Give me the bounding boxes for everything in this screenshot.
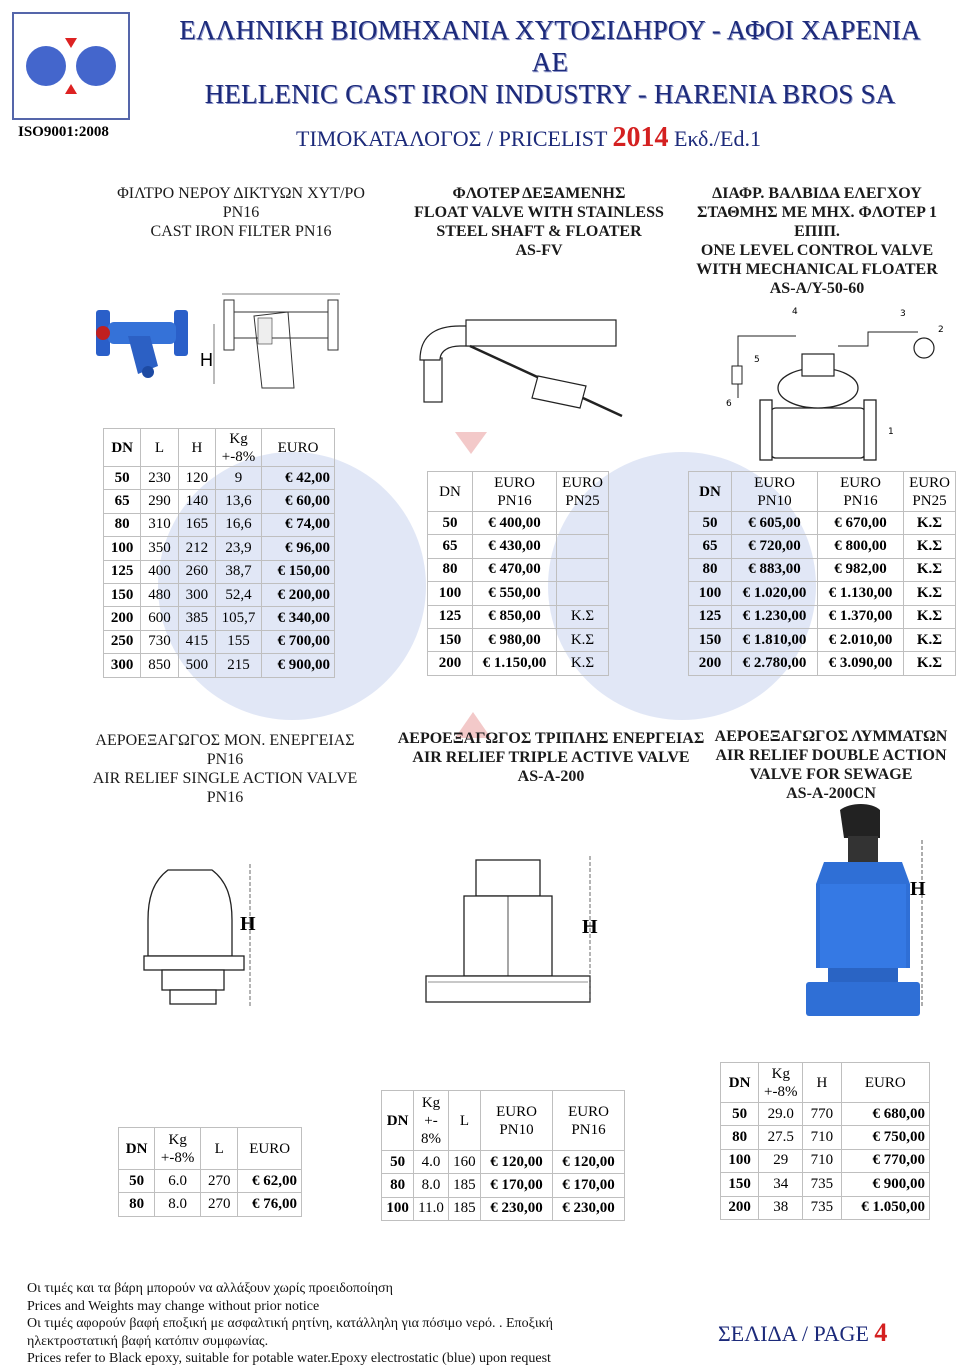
table-cell: € 1.130,00 (818, 582, 904, 605)
table-cell: 300 (104, 654, 141, 677)
table-cell: 200 (689, 652, 732, 675)
col-header-euro-pn16: EURO PN16 (473, 472, 557, 512)
table-cell: € 150,00 (262, 560, 335, 583)
table-cell (557, 512, 609, 535)
air-relief-single-title-line: ΑΕΡΟΕΞΑΓΩΓΟΣ ΜΟΝ. ΕΝΕΡΓΕΙΑΣ (95, 732, 355, 749)
table-cell: € 850,00 (473, 605, 557, 628)
table-row (689, 652, 956, 675)
table-row (104, 537, 335, 560)
air-relief-triple-section-title (386, 729, 716, 786)
table-cell: 120 (178, 467, 215, 490)
watermark-top-triangle (455, 432, 487, 454)
table-cell: € 170,00 (481, 1174, 553, 1197)
logo-circles-icon (14, 14, 128, 118)
table-cell: € 60,00 (262, 490, 335, 513)
table-cell: € 1.230,00 (732, 605, 818, 628)
col-header-dn: DN (382, 1091, 414, 1151)
table-cell: 250 (104, 630, 141, 653)
table-cell: 50 (104, 467, 141, 490)
table-cell: 165 (178, 513, 215, 536)
company-title-greek-line1: ΕΛΛΗΝΙΚΗ ΒΙΟΜΗΧΑΝΙΑ ΧΥΤΟΣΙΔΗΡΟΥ - ΑΦΟΙ ΧΑΡΕΝΙΑ (179, 15, 921, 45)
level-control-title-line: ΕΠΙΠ. (794, 223, 840, 240)
table-cell: 500 (178, 654, 215, 677)
svg-text:4: 4 (792, 307, 798, 317)
table-cell: € 3.090,00 (818, 652, 904, 675)
col-header-euro-pn10: EURO PN10 (732, 472, 818, 512)
table-row (104, 654, 335, 677)
col-header-l: L (448, 1091, 480, 1151)
col-header-h: H (178, 429, 215, 467)
table-row (721, 1173, 930, 1196)
table-cell: 38,7 (216, 560, 262, 583)
table-cell: 290 (141, 490, 178, 513)
svg-text:2: 2 (938, 325, 944, 335)
table-cell: 200 (721, 1196, 759, 1219)
footer-note-line: Prices and Weights may change without prior notice (27, 1298, 320, 1314)
table-cell: € 2.010,00 (818, 628, 904, 651)
table-cell: € 96,00 (262, 537, 335, 560)
table-row (721, 1149, 930, 1172)
pricelist-edition: Εκδ./Ed.1 (674, 126, 761, 151)
table-cell: 155 (216, 630, 262, 653)
table-cell: 52,4 (216, 583, 262, 606)
table-cell: 4.0 (414, 1151, 449, 1174)
table-row (104, 467, 335, 490)
air-relief-sewage-title-line: VALVE FOR SEWAGE (749, 766, 913, 783)
table-cell: 27.5 (759, 1126, 803, 1149)
table-row (689, 512, 956, 535)
table-cell: € 2.780,00 (732, 652, 818, 675)
air-relief-triple-title-line: AS-A-200 (517, 768, 585, 785)
air-relief-single-title-line: PN16 (206, 751, 244, 768)
table-cell: 80 (119, 1193, 155, 1216)
table-cell: 50 (689, 512, 732, 535)
col-header-dn: DN (104, 429, 141, 467)
table-cell: 100 (721, 1149, 759, 1172)
level-control-valve-schematic (718, 302, 950, 462)
svg-text:6: 6 (726, 399, 732, 409)
table-cell: 65 (428, 535, 473, 558)
col-header-euro-pn16: EURO PN16 (553, 1091, 625, 1151)
table-row (428, 535, 609, 558)
page-number (718, 1318, 887, 1348)
footer-notes (27, 1280, 553, 1368)
air-relief-single-section-title (70, 731, 380, 807)
level-control-title-line: WITH MECHANICAL FLOATER (696, 261, 938, 278)
table-cell: € 62,00 (238, 1170, 302, 1193)
table-row (689, 582, 956, 605)
table-cell: 80 (689, 558, 732, 581)
air-relief-single-h-label: H (240, 913, 256, 935)
table-cell: € 1.810,00 (732, 628, 818, 651)
table-cell: € 980,00 (473, 628, 557, 651)
table-cell: 80 (721, 1126, 759, 1149)
table-cell: 80 (382, 1174, 414, 1197)
table-cell: € 400,00 (473, 512, 557, 535)
table-cell (557, 558, 609, 581)
float-valve-title-line: ΦΛΟΤΕΡ ΔΕΞΑΜΕΝΗΣ (452, 185, 626, 202)
level-control-section-title (676, 184, 958, 298)
table-cell: € 430,00 (473, 535, 557, 558)
air-relief-single-price-table (118, 1127, 302, 1217)
table-row (104, 630, 335, 653)
table-cell: € 1.020,00 (732, 582, 818, 605)
table-row (689, 535, 956, 558)
air-relief-triple-drawing (422, 852, 602, 1012)
float-valve-price-table (427, 471, 609, 676)
table-cell: 310 (141, 513, 178, 536)
filter-price-table (103, 428, 335, 678)
table-row (689, 628, 956, 651)
table-cell: 230 (141, 467, 178, 490)
col-header-euro-pn25: EURO PN25 (904, 472, 956, 512)
col-header-dn: DN (428, 472, 473, 512)
float-valve-drawing (410, 312, 630, 422)
table-cell: € 120,00 (481, 1151, 553, 1174)
table-row (721, 1103, 930, 1126)
float-valve-section-title (396, 184, 682, 260)
table-cell: 34 (759, 1173, 803, 1196)
table-row (428, 652, 609, 675)
table-cell: 710 (803, 1149, 841, 1172)
air-relief-sewage-section-title (704, 727, 958, 803)
table-row (428, 628, 609, 651)
table-cell: 415 (178, 630, 215, 653)
table-cell: 150 (689, 628, 732, 651)
table-cell (557, 582, 609, 605)
table-cell: 350 (141, 537, 178, 560)
company-title-greek (140, 14, 960, 110)
page-label: ΣΕΛΙΔΑ / PAGE (718, 1321, 869, 1346)
table-cell: 770 (803, 1103, 841, 1126)
table-cell: € 750,00 (841, 1126, 929, 1149)
col-header-kg: Kg +- 8% (414, 1091, 449, 1151)
level-control-title-line: AS-A/Y-50-60 (769, 280, 865, 297)
table-cell: € 230,00 (481, 1197, 553, 1220)
table-cell: € 230,00 (553, 1197, 625, 1220)
table-cell: 80 (428, 558, 473, 581)
table-cell: 260 (178, 560, 215, 583)
table-cell: 100 (104, 537, 141, 560)
table-cell: € 470,00 (473, 558, 557, 581)
table-cell: 215 (216, 654, 262, 677)
table-cell: 50 (721, 1103, 759, 1126)
table-cell: 11.0 (414, 1197, 449, 1220)
pricelist-year: 2014 (612, 122, 669, 153)
air-relief-sewage-title-line: ΑΕΡΟΕΞΑΓΩΓΟΣ ΛΥΜΜΑΤΩΝ (714, 728, 948, 745)
col-header-dn: DN (689, 472, 732, 512)
pricelist-label: ΤΙΜΟΚΑΤΑΛΟΓΟΣ / PRICELIST (296, 126, 607, 151)
col-header-euro-pn25: EURO PN25 (557, 472, 609, 512)
table-row (104, 583, 335, 606)
table-row (721, 1196, 930, 1219)
filter-title-line: ΦΙΛΤΡΟ ΝΕΡΟΥ ΔΙΚΤΥΩΝ ΧΥΤ/ΡΟ (117, 185, 365, 202)
table-cell: € 42,00 (262, 467, 335, 490)
table-row (428, 558, 609, 581)
table-cell: € 670,00 (818, 512, 904, 535)
table-header-row (689, 472, 956, 512)
table-cell: 125 (428, 605, 473, 628)
table-row (382, 1197, 625, 1220)
table-cell: 140 (178, 490, 215, 513)
svg-text:3: 3 (900, 309, 906, 319)
air-relief-sewage-product-image (800, 800, 930, 1024)
table-cell: K.Σ (904, 535, 956, 558)
table-cell: 23,9 (216, 537, 262, 560)
table-cell: € 883,00 (732, 558, 818, 581)
table-cell: € 200,00 (262, 583, 335, 606)
table-cell: 150 (104, 583, 141, 606)
table-header-row (119, 1128, 302, 1170)
table-cell: 8.0 (155, 1193, 201, 1216)
table-cell: 50 (119, 1170, 155, 1193)
col-header-l: L (201, 1128, 238, 1170)
float-valve-title-line: FLOAT VALVE WITH STAINLESS (414, 204, 664, 221)
table-cell: € 74,00 (262, 513, 335, 536)
table-cell: 6.0 (155, 1170, 201, 1193)
air-relief-single-title-line: AIR RELIEF SINGLE ACTION VALVE (92, 770, 358, 787)
table-cell: 125 (689, 605, 732, 628)
table-cell: 50 (382, 1151, 414, 1174)
table-cell: 735 (803, 1196, 841, 1219)
filter-product-image (92, 296, 192, 382)
table-cell: € 1.050,00 (841, 1196, 929, 1219)
pricelist-heading (296, 122, 761, 154)
table-cell: 100 (428, 582, 473, 605)
col-header-dn: DN (721, 1063, 759, 1103)
table-header-row (382, 1091, 625, 1151)
iso-certification: ISO9001:2008 (18, 124, 109, 140)
table-cell: 600 (141, 607, 178, 630)
table-cell: 100 (689, 582, 732, 605)
table-cell: € 900,00 (262, 654, 335, 677)
col-header-euro: EURO (841, 1063, 929, 1103)
air-relief-sewage-title-line: AS-A-200CN (786, 785, 876, 802)
table-cell: 710 (803, 1126, 841, 1149)
table-row (382, 1151, 625, 1174)
col-header-euro: EURO (262, 429, 335, 467)
table-cell: 100 (382, 1197, 414, 1220)
table-cell: € 982,00 (818, 558, 904, 581)
table-cell: € 1.370,00 (818, 605, 904, 628)
table-cell: 65 (104, 490, 141, 513)
table-cell: 200 (428, 652, 473, 675)
table-cell: K.Σ (904, 558, 956, 581)
table-header-row (104, 429, 335, 467)
table-cell: K.Σ (904, 605, 956, 628)
table-cell: 50 (428, 512, 473, 535)
table-cell (557, 535, 609, 558)
table-cell: € 1.150,00 (473, 652, 557, 675)
col-header-kg: Kg +-8% (216, 429, 262, 467)
table-row (104, 560, 335, 583)
air-relief-triple-title-line: ΑΕΡΟΕΞΑΓΩΓΟΣ ΤΡΙΠΛΗΣ ΕΝΕΡΓΕΙΑΣ (397, 730, 705, 747)
table-cell: 8.0 (414, 1174, 449, 1197)
table-cell: K.Σ (904, 628, 956, 651)
page-number-value: 4 (874, 1318, 888, 1347)
table-row (119, 1170, 302, 1193)
table-cell: 185 (448, 1197, 480, 1220)
table-cell: K.Σ (904, 652, 956, 675)
table-cell: 212 (178, 537, 215, 560)
level-control-title-line: ONE LEVEL CONTROL VALVE (700, 242, 934, 259)
table-cell: 13,6 (216, 490, 262, 513)
level-control-price-table (688, 471, 956, 676)
table-cell: 730 (141, 630, 178, 653)
float-valve-title-line: AS-FV (515, 242, 563, 259)
table-row (428, 512, 609, 535)
air-relief-triple-title-line: AIR RELIEF TRIPLE ACTIVE VALVE (412, 749, 690, 766)
footer-note-line: Οι τιμές και τα βάρη μπορούν να αλλάξουν χωρίς προειδοποίηση (27, 1281, 393, 1296)
table-cell: € 340,00 (262, 607, 335, 630)
air-relief-sewage-title-line: AIR RELIEF DOUBLE ACTION (715, 747, 947, 764)
filter-title-line: PN16 (222, 204, 260, 221)
table-cell: 200 (104, 607, 141, 630)
table-row (721, 1126, 930, 1149)
table-cell: € 120,00 (553, 1151, 625, 1174)
table-cell: € 605,00 (732, 512, 818, 535)
table-cell: € 770,00 (841, 1149, 929, 1172)
footer-note-line: ηλεκτροστατική βαφή κατόπιν συμφωνίας. (27, 1333, 269, 1349)
table-cell: 850 (141, 654, 178, 677)
table-cell: K.Σ (904, 582, 956, 605)
col-header-kg: Kg +-8% (759, 1063, 803, 1103)
table-cell: 300 (178, 583, 215, 606)
table-row (428, 582, 609, 605)
air-relief-single-title-line: PN16 (206, 789, 244, 806)
table-cell: € 720,00 (732, 535, 818, 558)
table-row (428, 605, 609, 628)
table-cell: € 700,00 (262, 630, 335, 653)
table-cell: 160 (448, 1151, 480, 1174)
table-header-row (721, 1063, 930, 1103)
table-cell: 150 (428, 628, 473, 651)
table-cell: 38 (759, 1196, 803, 1219)
table-cell: 150 (721, 1173, 759, 1196)
table-cell: K.Σ (557, 605, 609, 628)
col-header-euro-pn10: EURO PN10 (481, 1091, 553, 1151)
company-logo (12, 12, 130, 120)
table-cell: 9 (216, 467, 262, 490)
col-header-h: H (803, 1063, 841, 1103)
table-row (119, 1193, 302, 1216)
table-cell: 29.0 (759, 1103, 803, 1126)
footer-note-line: Οι τιμές αφορούν βαφή εποξική με ασφαλτική ρητίνη, κατάλληλη για πόσιμο νερό. . Εποξική (27, 1316, 554, 1331)
table-row (104, 513, 335, 536)
table-cell: € 170,00 (553, 1174, 625, 1197)
company-title-greek-line2: ΑΕ (531, 47, 569, 77)
col-header-euro: EURO (238, 1128, 302, 1170)
table-cell: 735 (803, 1173, 841, 1196)
table-cell: 400 (141, 560, 178, 583)
table-cell: € 680,00 (841, 1103, 929, 1126)
table-cell: 65 (689, 535, 732, 558)
footer-note-line: Prices refer to Black epoxy, suitable for potable water.Epoxy electrostatic (blue) upon request (27, 1351, 551, 1366)
col-header-kg: Kg +-8% (155, 1128, 201, 1170)
filter-section-title (86, 184, 396, 241)
table-cell: 105,7 (216, 607, 262, 630)
table-cell: 80 (104, 513, 141, 536)
svg-text:5: 5 (754, 355, 760, 365)
table-row (689, 605, 956, 628)
level-control-title-line: ΣΤΑΘΜΗΣ ΜΕ ΜΗΧ. ΦΛΟΤΕΡ 1 (696, 204, 937, 221)
table-cell: 480 (141, 583, 178, 606)
filter-technical-drawing (196, 288, 352, 392)
table-cell: € 76,00 (238, 1193, 302, 1216)
table-cell: 16,6 (216, 513, 262, 536)
table-row (104, 490, 335, 513)
table-cell: 185 (448, 1174, 480, 1197)
col-header-euro-pn16: EURO PN16 (818, 472, 904, 512)
table-cell: 270 (201, 1193, 238, 1216)
col-header-dn: DN (119, 1128, 155, 1170)
table-cell: € 550,00 (473, 582, 557, 605)
table-cell: 385 (178, 607, 215, 630)
table-cell: 29 (759, 1149, 803, 1172)
table-header-row (428, 472, 609, 512)
table-row (104, 607, 335, 630)
svg-text:1: 1 (888, 427, 894, 437)
table-row (382, 1174, 625, 1197)
filter-h-label: H (200, 350, 213, 370)
table-cell: € 900,00 (841, 1173, 929, 1196)
air-relief-triple-h-label: H (582, 916, 598, 938)
filter-title-line: CAST IRON FILTER PN16 (150, 223, 332, 240)
table-row (689, 558, 956, 581)
table-cell: 270 (201, 1170, 238, 1193)
air-relief-triple-price-table (381, 1090, 625, 1221)
float-valve-title-line: STEEL SHAFT & FLOATER (436, 223, 642, 240)
air-relief-sewage-price-table (720, 1062, 930, 1220)
table-cell: K.Σ (904, 512, 956, 535)
table-cell: 125 (104, 560, 141, 583)
air-relief-sewage-h-label: H (910, 878, 926, 900)
table-cell: € 800,00 (818, 535, 904, 558)
table-cell: K.Σ (557, 652, 609, 675)
col-header-l: L (141, 429, 178, 467)
company-title-english: HELLENIC CAST IRON INDUSTRY - HARENIA BROS SA (204, 79, 896, 109)
level-control-title-line: ΔΙΑΦΡ. ΒΑΛΒΙΔΑ ΕΛΕΓΧΟΥ (712, 185, 922, 202)
table-cell: K.Σ (557, 628, 609, 651)
